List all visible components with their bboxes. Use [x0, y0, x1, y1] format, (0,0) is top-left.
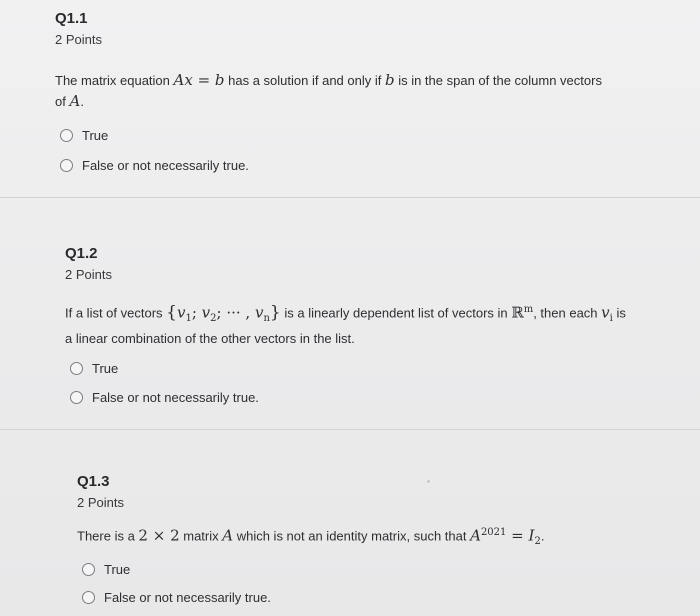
- option-true[interactable]: [82, 560, 687, 580]
- option-label: True: [92, 361, 119, 377]
- option-true[interactable]: [70, 359, 680, 379]
- speck: [427, 480, 430, 483]
- option-label: True: [104, 562, 131, 578]
- question-1-2: [65, 245, 680, 408]
- radio-button[interactable]: [82, 563, 95, 576]
- radio-button[interactable]: [70, 391, 83, 404]
- radio-button[interactable]: [60, 159, 73, 172]
- question-title: Q1.2: [65, 245, 98, 262]
- option-true[interactable]: [60, 125, 675, 145]
- question-text: If a list of vectors {$v_1$; $v_2$; ··· , $v_n$} is a linearly dependent list of vectors in ℝ$^m$, then each $v_i$ is a linear combination of the other vectors in the list.: [65, 302, 626, 346]
- option-false[interactable]: [82, 588, 687, 608]
- option-label: False or not necessarily true.: [92, 390, 259, 406]
- question-title: Q1.1: [55, 10, 88, 27]
- question-text: There is a 2 × 2 matrix A which is not an identity matrix, such that $A^{2021} = I_2$.: [77, 526, 545, 547]
- section-divider: [0, 429, 700, 430]
- question-points: 2 Points: [65, 267, 112, 282]
- option-label: False or not necessarily true.: [82, 157, 249, 173]
- section-divider: [0, 197, 700, 198]
- radio-button[interactable]: [60, 129, 73, 142]
- question-text: The matrix equation Ax = b has a solution if and only if b is in the span of the column vectors of A.: [55, 71, 602, 110]
- option-label: True: [82, 127, 109, 143]
- radio-button[interactable]: [70, 362, 83, 375]
- radio-button[interactable]: [82, 591, 95, 604]
- question-1-1: [55, 10, 675, 175]
- question-1-3: [77, 473, 687, 608]
- option-false[interactable]: [60, 155, 675, 175]
- option-false[interactable]: [70, 388, 680, 408]
- option-label: False or not necessarily true.: [104, 590, 271, 606]
- question-points: 2 Points: [77, 495, 124, 510]
- question-title: Q1.3: [77, 473, 110, 490]
- question-points: 2 Points: [55, 32, 102, 47]
